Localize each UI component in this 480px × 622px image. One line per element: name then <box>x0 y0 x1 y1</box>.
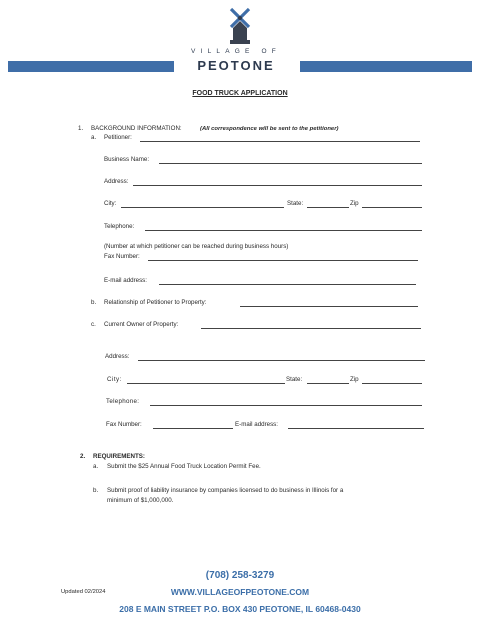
page-title: FOOD TRUCK APPLICATION <box>192 90 288 97</box>
footer-website[interactable]: WWW.VILLAGEOFPEOTONE.COM <box>170 587 310 597</box>
reach-note: (Number at which petitioner can be reached during business hours) <box>104 243 289 250</box>
fax-field[interactable] <box>148 260 418 261</box>
relationship-field[interactable] <box>240 306 418 307</box>
business-name-field[interactable] <box>159 163 422 164</box>
zip-label: Zip <box>350 200 359 207</box>
email-field[interactable] <box>159 284 416 285</box>
owner-label: Current Owner of Property: <box>104 321 179 328</box>
updated-date: Updated 02/2024 <box>61 589 106 595</box>
header-band-right <box>300 61 472 72</box>
header-band-left <box>8 61 174 72</box>
section1-heading: BACKGROUND INFORMATION: <box>91 125 182 132</box>
owner-zip-field[interactable] <box>362 383 422 384</box>
owner-email-label: E-mail address: <box>235 421 278 428</box>
state-label: State: <box>287 200 304 207</box>
city-field[interactable] <box>121 207 284 208</box>
item-c-label: c. <box>91 321 96 328</box>
owner-address-field[interactable] <box>138 360 425 361</box>
owner-fax-field[interactable] <box>153 428 233 429</box>
item-b-label: b. <box>91 299 97 306</box>
state-field[interactable] <box>307 207 349 208</box>
req-b-label: b. <box>93 487 99 494</box>
footer-phone: (708) 258-3279 <box>205 570 275 581</box>
section2-heading: REQUIREMENTS: <box>93 453 145 460</box>
owner-fax-label: Fax Number: <box>106 421 142 428</box>
item-a-label: a. <box>91 134 97 141</box>
owner-city-field[interactable] <box>127 383 285 384</box>
section2-number: 2. <box>80 453 86 460</box>
owner-state-label: State: <box>286 376 303 383</box>
petitioner-label: Petitioner: <box>104 134 132 141</box>
city-label: City: <box>104 200 117 207</box>
owner-telephone-label: Telephone: <box>106 398 140 405</box>
req-a-label: a. <box>93 463 99 470</box>
req-b-text-1: Submit proof of liability insurance by companies licensed to do business in Illinois for a <box>107 487 344 494</box>
section1-note: (All correspondence will be sent to the petitioner) <box>200 126 339 132</box>
telephone-label: Telephone: <box>104 223 135 230</box>
email-label: E-mail address: <box>104 277 147 284</box>
owner-email-field[interactable] <box>288 428 424 429</box>
address-label: Address: <box>104 178 129 185</box>
logo-village-of: VILLAGE OF <box>191 48 281 55</box>
footer-address: 208 E MAIN STREET P.O. BOX 430 PEOTONE, IL 60468-0430 <box>119 604 361 614</box>
petitioner-field[interactable] <box>140 141 420 142</box>
section1-number: 1. <box>78 125 84 132</box>
owner-telephone-field[interactable] <box>150 405 422 406</box>
windmill-logo-icon <box>222 6 258 46</box>
req-a-text: Submit the $25 Annual Food Truck Location Permit Fee. <box>107 463 261 470</box>
owner-city-label: City: <box>107 376 122 383</box>
relationship-label: Relationship of Petitioner to Property: <box>104 299 207 306</box>
req-b-text-2: minimum of $1,000,000. <box>107 497 174 504</box>
telephone-field[interactable] <box>145 230 422 231</box>
fax-label: Fax Number: <box>104 253 140 260</box>
owner-field[interactable] <box>201 328 421 329</box>
zip-field[interactable] <box>362 207 422 208</box>
business-name-label: Business Name: <box>104 156 150 163</box>
owner-state-field[interactable] <box>307 383 349 384</box>
logo-peotone: PEOTONE <box>197 58 275 73</box>
owner-address-label: Address: <box>105 353 130 360</box>
owner-zip-label: Zip <box>350 376 359 383</box>
address-field[interactable] <box>133 185 422 186</box>
